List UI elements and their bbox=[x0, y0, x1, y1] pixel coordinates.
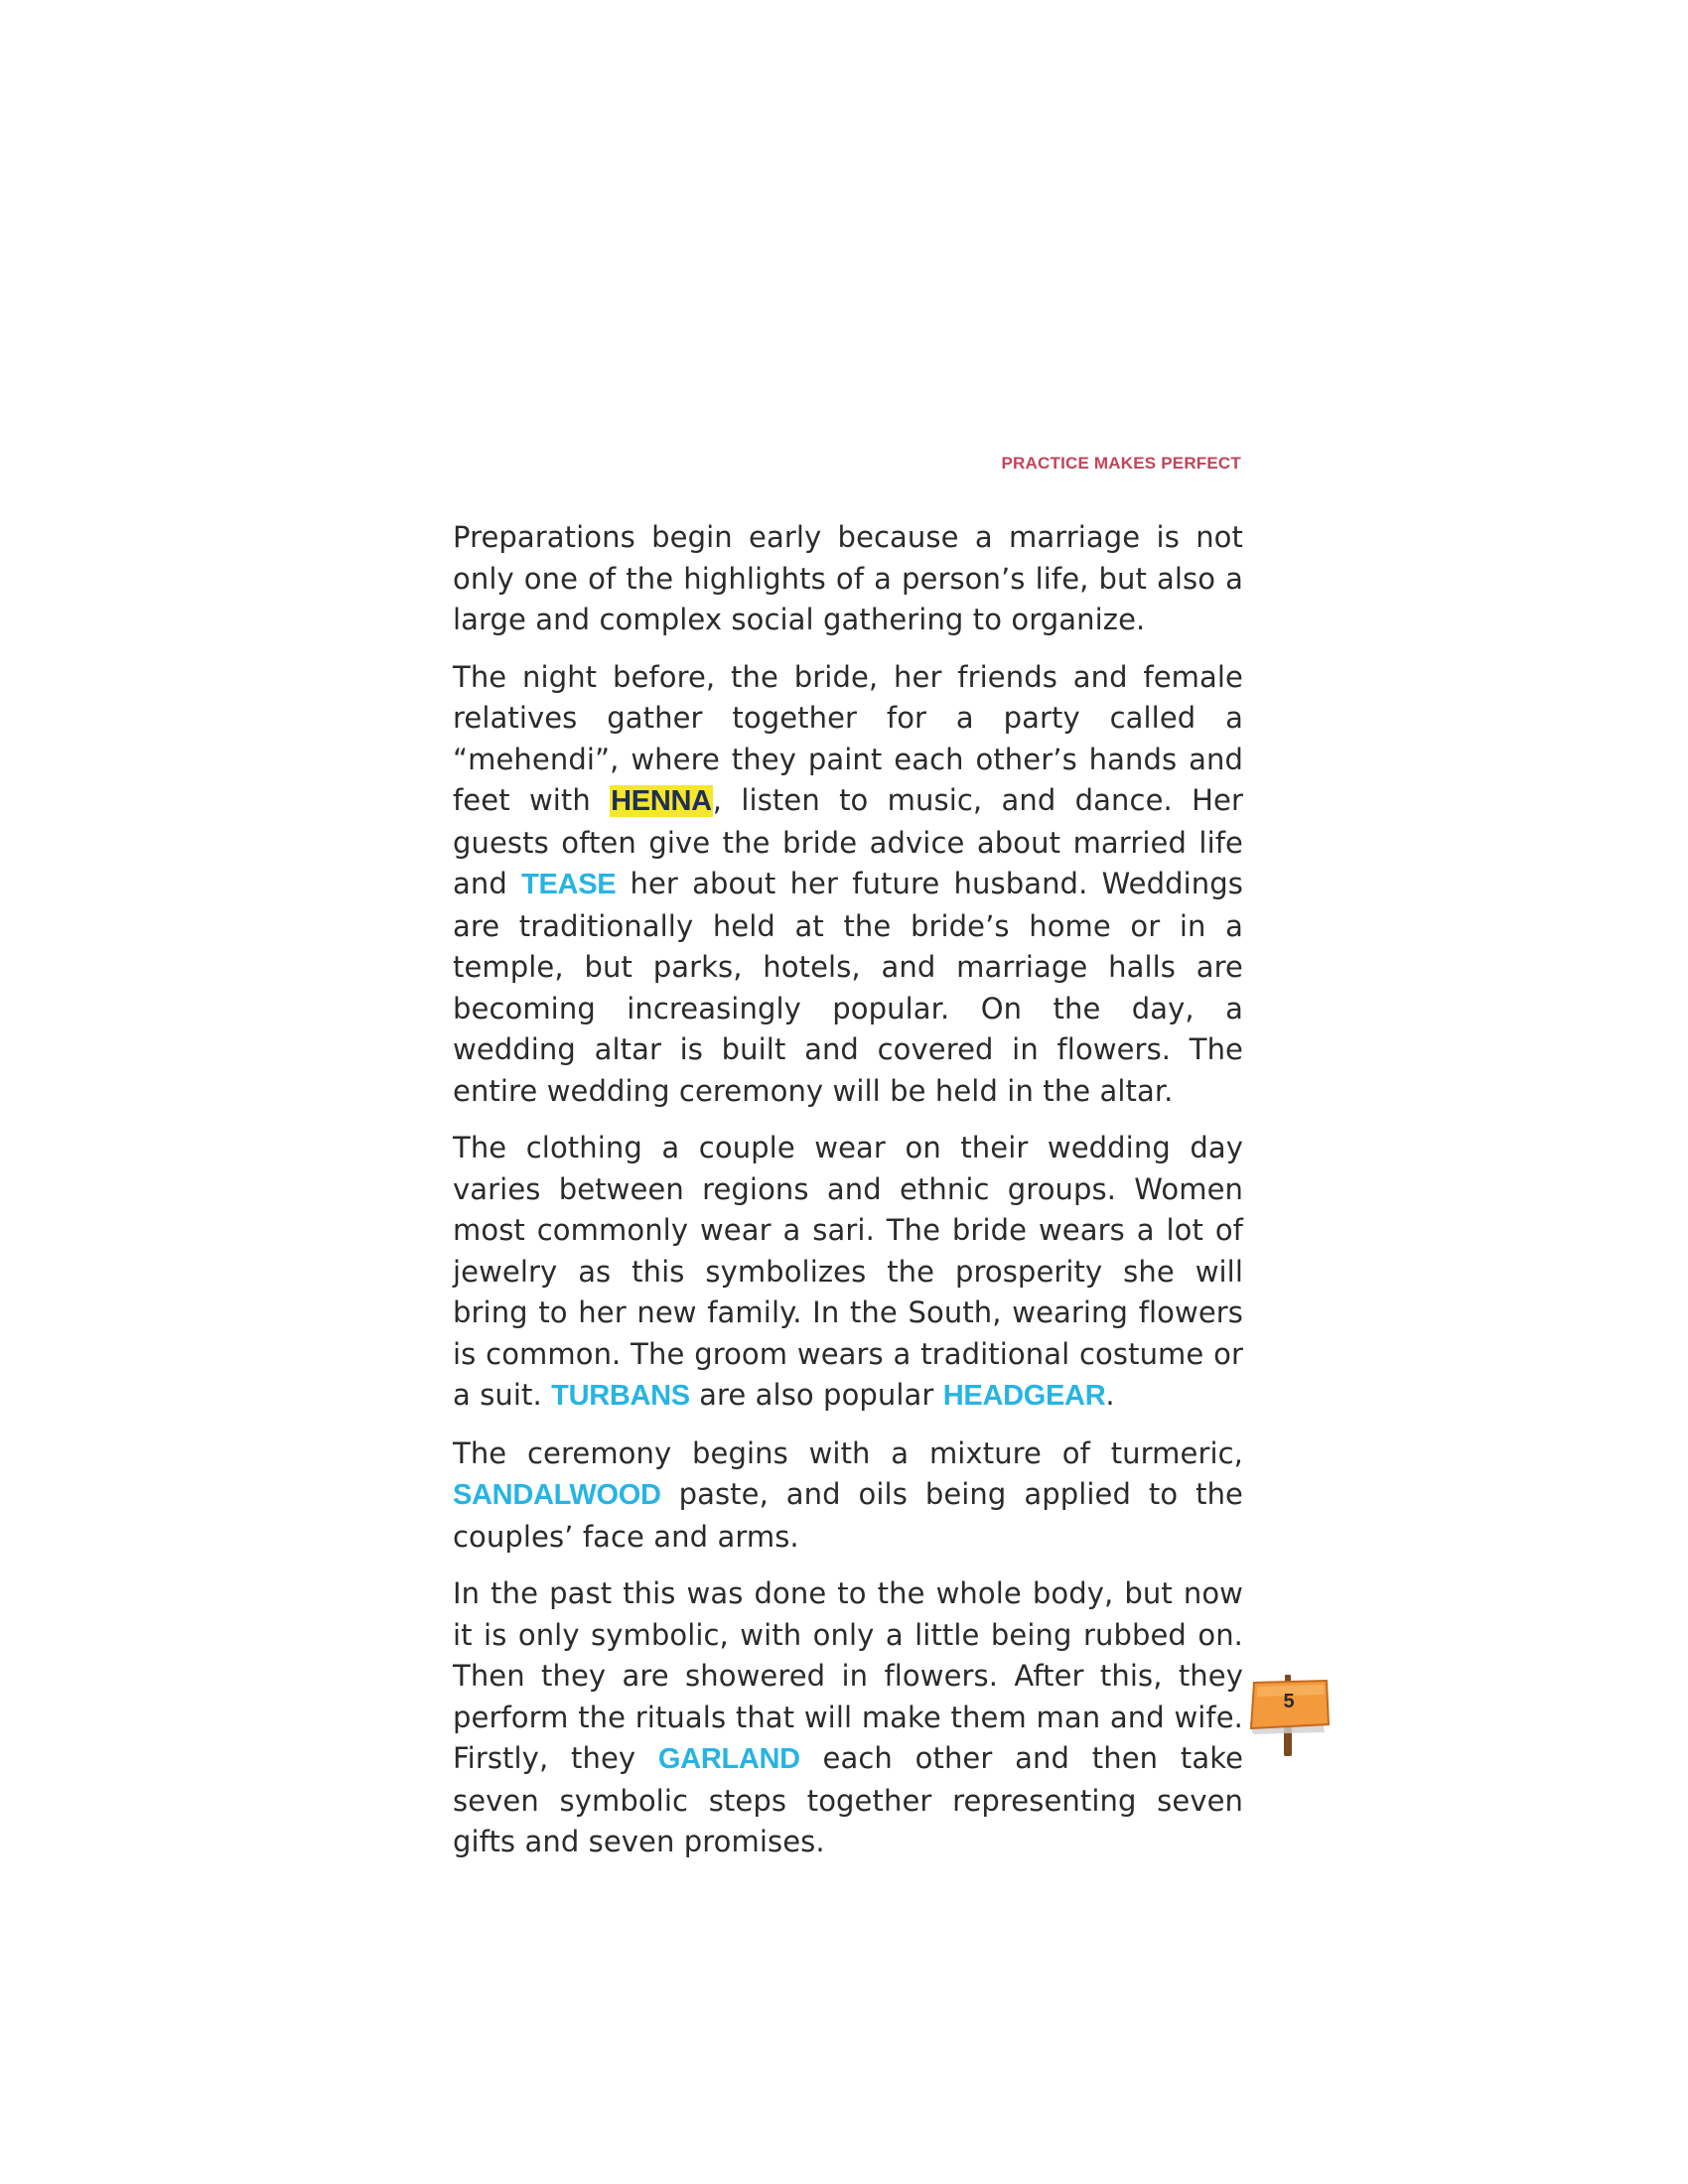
text-run: her about her future husband. Weddings are traditionally held at the bride’s home or in a temple, but parks, hotels, and marriage halls are becoming increasingly popular. On the day, a wedding altar is built and covered in flowers. The entire wedding ceremony will be held in the altar. bbox=[453, 867, 1243, 1108]
body-text bbox=[453, 517, 1243, 1879]
running-header: PRACTICE MAKES PERFECT bbox=[1001, 454, 1241, 473]
text-run: , listen to music, and dance. Her guests often give the bride advice about married life and bbox=[453, 783, 1243, 900]
text-run: The clothing a couple wear on their wedding day varies between regions and ethnic groups. Women most commonly wear a sari. The bride wears a lot of jewelry as this symbolizes the prosperity she will bring to her new family. In the South, wearing flowers is common. The groom wears a traditional costume or a suit. bbox=[453, 1131, 1243, 1412]
text-run: each other and then take seven symbolic steps together representing seven gifts and seven promises. bbox=[453, 1741, 1244, 1858]
keyword-garland: GARLAND bbox=[657, 1743, 800, 1775]
text-run: Preparations begin early because a marriage is not only one of the highlights of a person’s life, but also a large and complex social gathering to organize. bbox=[453, 520, 1243, 636]
keyword-sandalwood: SANDALWOOD bbox=[453, 1479, 661, 1511]
keyword-henna: HENNA bbox=[611, 785, 712, 817]
text-run: paste, and oils being applied to the couples’ face and arms. bbox=[453, 1477, 1243, 1554]
paragraph-3 bbox=[453, 1128, 1243, 1418]
page-number-sign-icon bbox=[1245, 1673, 1335, 1762]
paragraph-2 bbox=[453, 657, 1243, 1113]
text-run: are also popular bbox=[689, 1378, 943, 1412]
keyword-headgear: HEADGEAR bbox=[942, 1380, 1106, 1412]
text-run: The ceremony begins with a mixture of turmeric, bbox=[453, 1435, 1243, 1470]
text-run: . bbox=[1105, 1378, 1115, 1412]
page-number: 5 bbox=[1283, 1691, 1295, 1712]
text-run: In the past this was done to the whole body, but now it is only symbolic, with only a little being rubbed on. Then they are showered in flowers. After this, they perform the rituals that will make them man and wife. Firstly, they bbox=[453, 1576, 1243, 1775]
paragraph-1 bbox=[453, 517, 1243, 641]
paragraph-4 bbox=[453, 1433, 1243, 1559]
text-run: The night before, the bride, her friends and female relatives gather together for a party called a “mehendi”, where they paint each other’s hands and feet with bbox=[453, 659, 1243, 817]
keyword-tease: TEASE bbox=[521, 869, 617, 900]
keyword-turbans: TURBANS bbox=[551, 1380, 690, 1412]
paragraph-5 bbox=[453, 1573, 1243, 1863]
